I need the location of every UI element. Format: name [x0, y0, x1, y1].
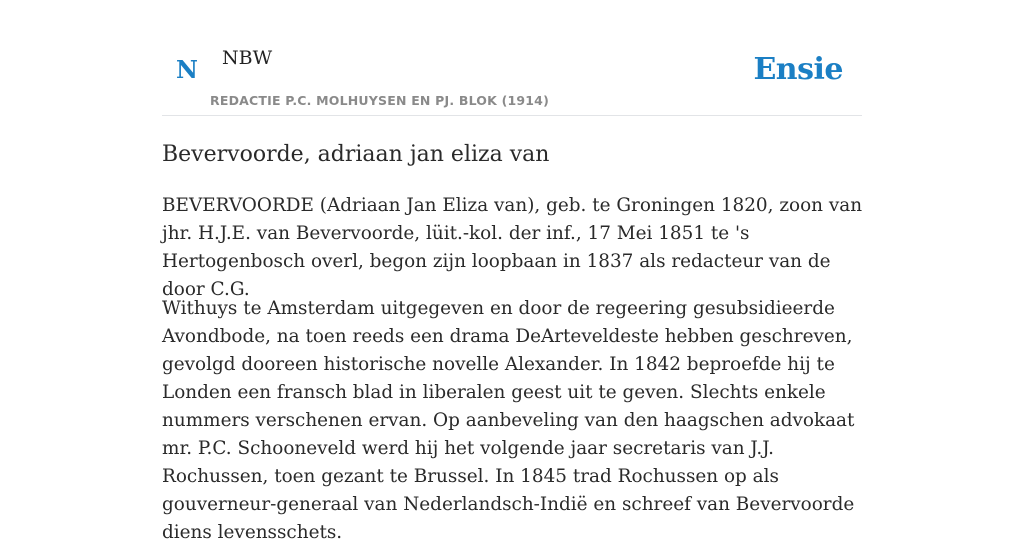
source-header	[162, 0, 862, 116]
page-title: Bevervoorde, adriaan jan eliza van	[162, 142, 550, 167]
source-logo[interactable]: N	[176, 55, 198, 84]
source-name-link[interactable]: NBW	[222, 47, 273, 69]
content-container	[162, 0, 863, 543]
article-paragraph-1: BEVERVOORDE (Adriaan Jan Eliza van), geb. te Groningen 1820, zoon van jhr. H.J.E. van Bevervoorde, lüit.-kol. der inf., 17 Mei 1851 te 's Hertogenbosch overl, begon zijn loopbaan in 1837 als redacteur van de door C.G.	[162, 195, 863, 300]
source-editors: REDACTIE P.C. MOLHUYSEN EN PJ. BLOK (1914)	[210, 93, 549, 108]
ensie-brand-logo[interactable]: Ensie	[753, 52, 843, 87]
article-paragraph-2: Withuys te Amsterdam uitgegeven en door de regeering gesubsidieerde Avondbode, na toen reeds een drama DeArteveldeste hebben geschreven, gevolgd dooreen historische novelle Alexander. In 1842 beproefde hij te Londen een fransch blad in liberalen geest uit te geven. Slechts enkele nummers verschenen ervan. Op aanbeveling van den haagschen advokaat mr. P.C. Schooneveld werd hij het volgende jaar secretaris van J.J. Rochussen, toen gezant te Brussel. In 1845 trad Rochussen op als gouverneur-generaal van Nederlandsch-Indië en schreef van Bevervoorde diens levensschets.	[162, 298, 855, 543]
